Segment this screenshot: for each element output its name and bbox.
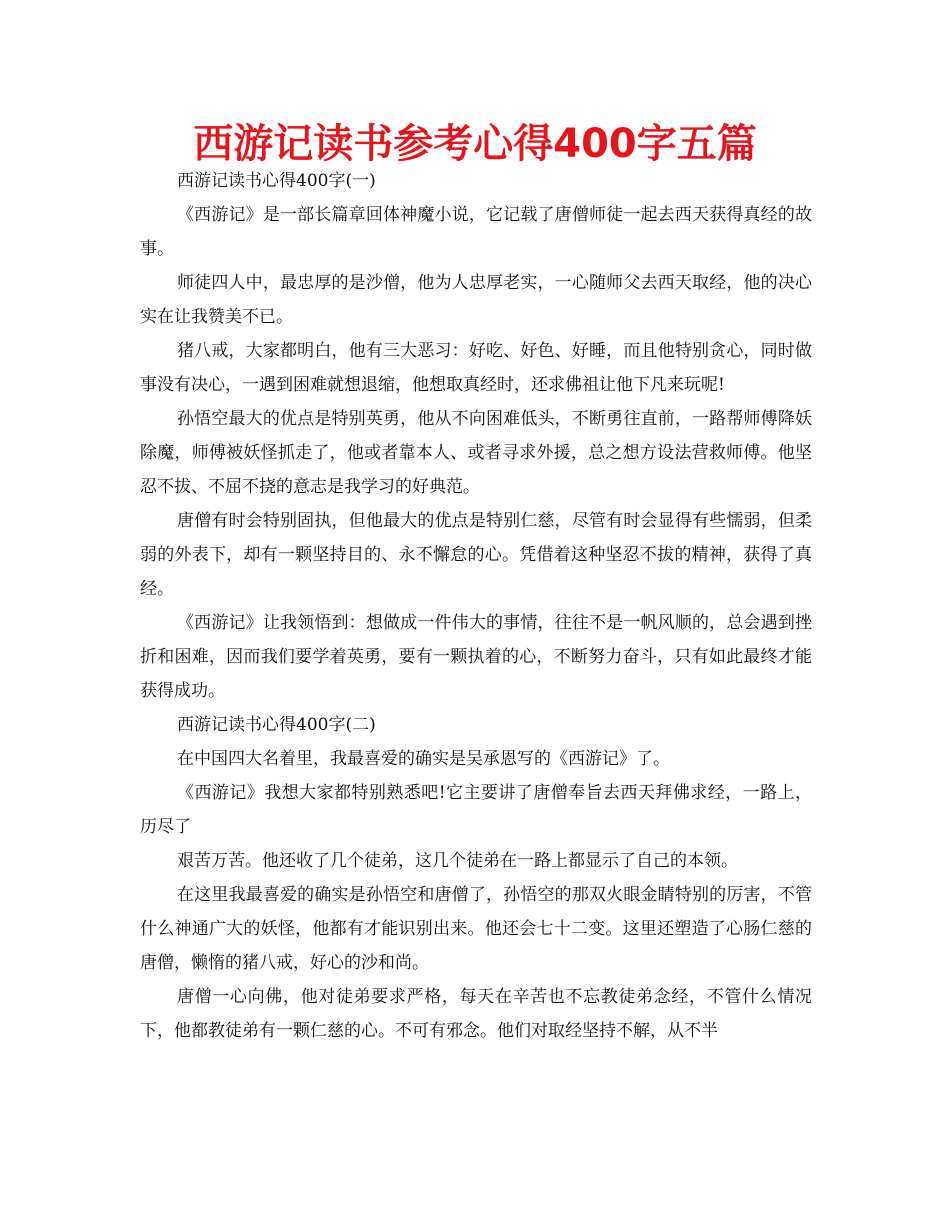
paragraph: 艰苦万苦。他还收了几个徒弟，这几个徒弟在一路上都显示了自己的本领。 [177,851,738,871]
document-title: 西游记读书参考心得400字五篇 [193,121,757,167]
paragraph: 在这里我最喜爱的确实是孙悟空和唐僧了，孙悟空的那双火眼金睛特别的厉害，不管什么神通广大的妖怪，他都有才能识别出来。他还会七十二变。这里还塑造了心肠仁慈的唐僧，懒惰的猪八戒，好心的沙和尚。 [140,885,812,973]
document-body [140,164,812,1048]
paragraph: 《西游记》是一部长篇章回体神魔小说，它记载了唐僧师徒一起去西天获得真经的故事。 [140,205,812,259]
paragraph: 在中国四大名着里，我最喜爱的确实是吴承恩写的《西游记》了。 [177,749,670,769]
paragraph: 唐僧一心向佛，他对徒弟要求严格，每天在辛苦也不忘教徒弟念经，不管什么情况下，他都教徒弟有一颗仁慈的心。不可有邪念。他们对取经坚持不解，从不半 [140,987,812,1041]
section-heading-1: 西游记读书心得400字(一) [177,171,376,191]
section-heading-2: 西游记读书心得400字(二) [177,715,376,735]
paragraph: 猪八戒，大家都明白，他有三大恶习：好吃、好色、好睡，而且他特别贪心，同时做事没有决心，一遇到困难就想退缩，他想取真经时，还求佛祖让他下凡来玩呢! [140,341,812,395]
paragraph: 师徒四人中，最忠厚的是沙僧，他为人忠厚老实，一心随师父去西天取经，他的决心实在让我赞美不已。 [140,273,812,327]
paragraph: 《西游记》我想大家都特别熟悉吧!它主要讲了唐僧奉旨去西天拜佛求经，一路上，历尽了 [140,783,812,837]
paragraph: 《西游记》让我领悟到：想做成一件伟大的事情，往往不是一帆风顺的，总会遇到挫折和困难，因而我们要学着英勇，要有一颗执着的心，不断努力奋斗，只有如此最终才能获得成功。 [140,613,812,701]
paragraph: 孙悟空最大的优点是特别英勇，他从不向困难低头，不断勇往直前，一路帮师傅降妖除魔，师傅被妖怪抓走了，他或者靠本人、或者寻求外援，总之想方设法营救师傅。他坚忍不拔、不屈不挠的意志是我学习的好典范。 [140,409,812,497]
paragraph: 唐僧有时会特别固执，但他最大的优点是特别仁慈，尽管有时会显得有些懦弱，但柔弱的外表下，却有一颗坚持目的、永不懈怠的心。凭借着这种坚忍不拔的精神，获得了真经。 [140,511,812,599]
